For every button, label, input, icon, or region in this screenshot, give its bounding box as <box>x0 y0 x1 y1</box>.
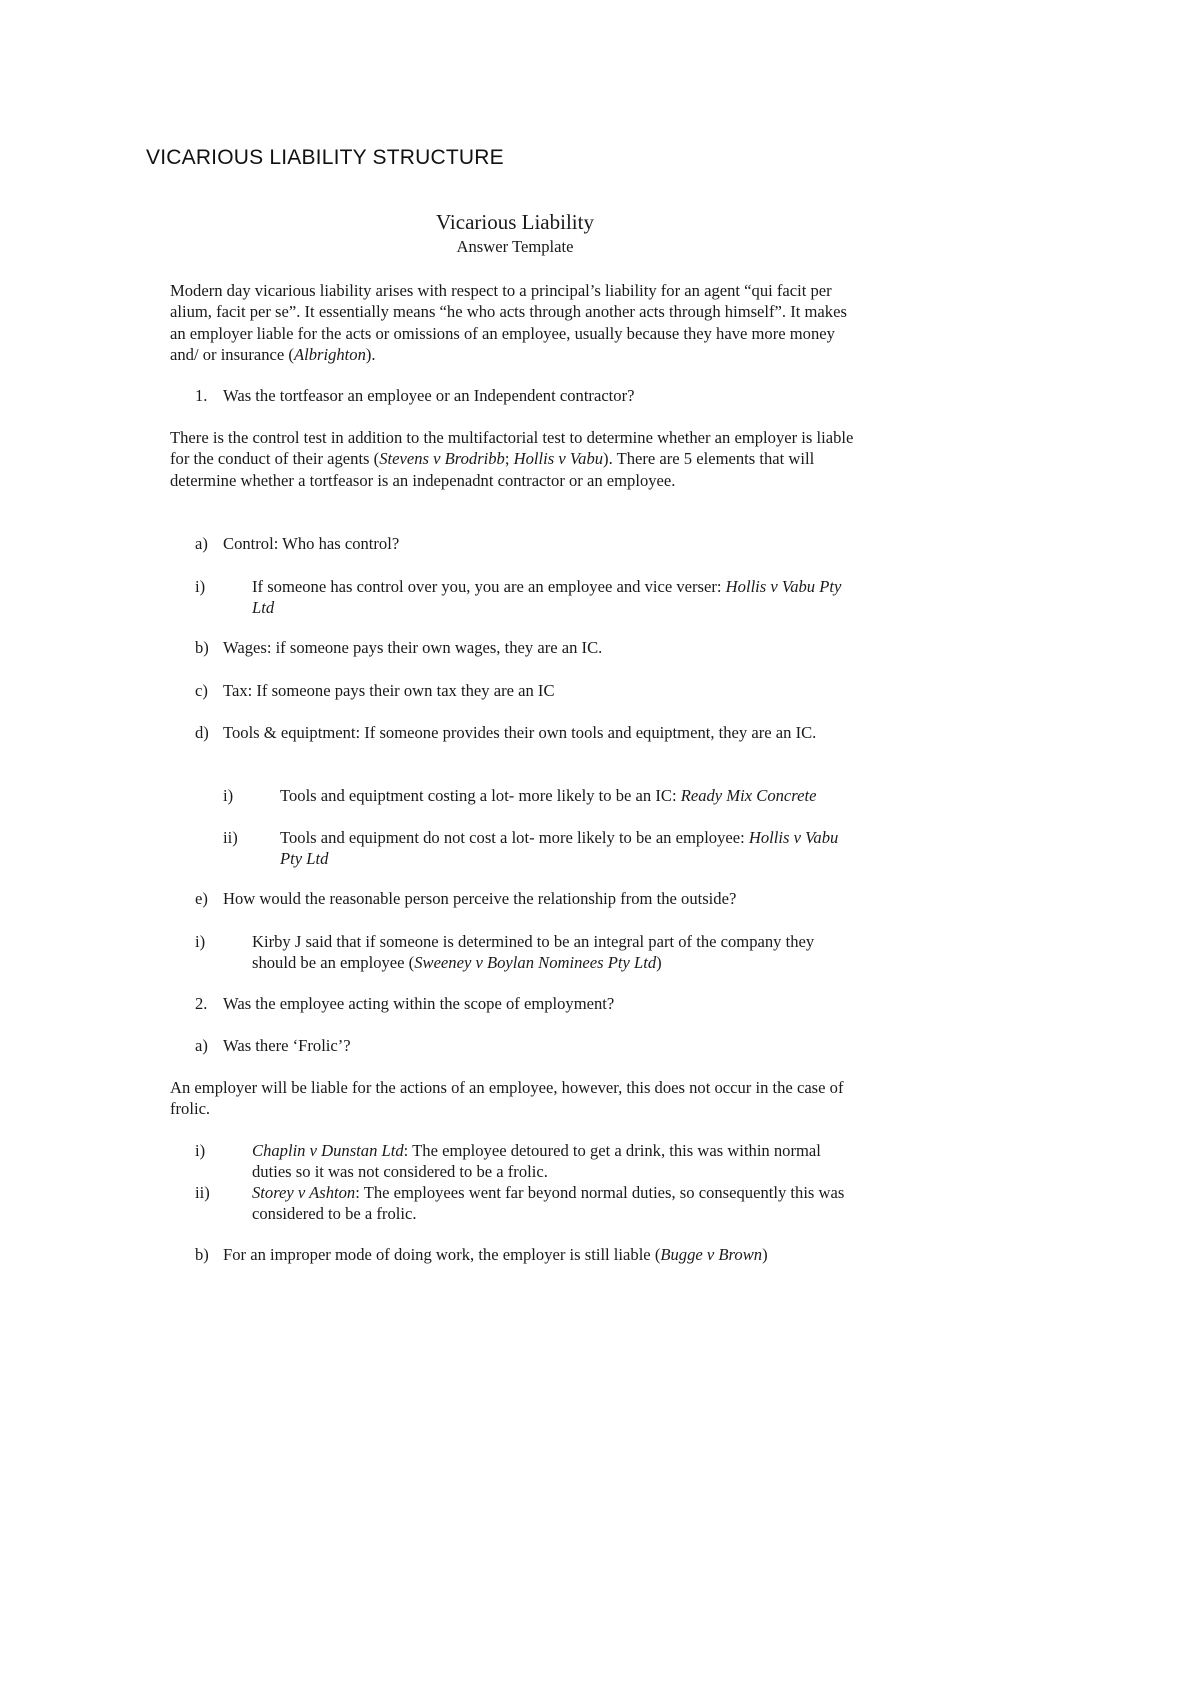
control-point-i: i) If someone has control over you, you are an employee and vice verser: Hollis v Vabu Pty Ltd <box>195 577 842 618</box>
page-heading: VICARIOUS LIABILITY STRUCTURE <box>146 146 504 169</box>
frolic-question: a) Was there ‘Frolic’? <box>195 1036 351 1055</box>
perception-point-i: i) Kirby J said that if someone is determined to be an integral part of the company they should be an employee (Sweeney v Boylan Nominees Pty Ltd) <box>195 932 815 973</box>
question-text: Was the tortfeasor an employee or an Independent contractor? <box>223 386 635 405</box>
frolic-point-i: i) Chaplin v Dunstan Ltd: The employee detoured to get a drink, this was within normal duties so it was not considered to be a frolic. <box>195 1141 821 1182</box>
element-perception: e) How would the reasonable person perceive the relationship from the outside? <box>195 889 737 908</box>
tools-point-i: i) Tools and equiptment costing a lot- more likely to be an IC: Ready Mix Concrete <box>223 786 817 805</box>
improper-mode: b) For an improper mode of doing work, the employer is still liable (Bugge v Brown) <box>195 1245 768 1264</box>
frolic-point-ii: ii) Storey v Ashton: The employees went far beyond normal duties, so consequently this was considered to be a frolic. <box>195 1183 845 1224</box>
element-tax: c) Tax: If someone pays their own tax they are an IC <box>195 681 555 700</box>
question-1 <box>195 385 855 406</box>
question-2: 2. Was the employee acting within the scope of employment? <box>195 994 615 1013</box>
element-control: a) Control: Who has control? <box>195 534 400 553</box>
tools-point-ii: ii) Tools and equipment do not cost a lot- more likely to be an employee: Hollis v Vabu Pty Ltd <box>223 828 839 869</box>
control-test-paragraph: There is the control test in addition to the multifactorial test to determine whether an employer is liable for the conduct of their agents (Stevens v Brodribb; Hollis v Vabu). There are 5 elements that will determine whether a tortfeasor is an indepenadnt contractor or an employee. <box>170 428 854 490</box>
element-wages: b) Wages: if someone pays their own wages, they are an IC. <box>195 638 603 657</box>
document-title: Vicarious Liability <box>436 210 594 234</box>
question-number: 1. <box>195 386 208 405</box>
element-tools: d) Tools & equiptment: If someone provides their own tools and equiptment, they are an IC. <box>195 723 817 742</box>
document-subtitle: Answer Template <box>456 237 574 256</box>
frolic-paragraph: An employer will be liable for the actions of an employee, however, this does not occur in the case of frolic. <box>170 1078 844 1119</box>
intro-paragraph: Modern day vicarious liability arises with respect to a principal’s liability for an agent “qui facit per alium, facit per se”. It essentially means “he who acts through another acts through himself”. It makes an employer liable for the acts or omissions of an employee, usually because they have more money and/ or insurance (Albrighton). <box>170 281 847 365</box>
